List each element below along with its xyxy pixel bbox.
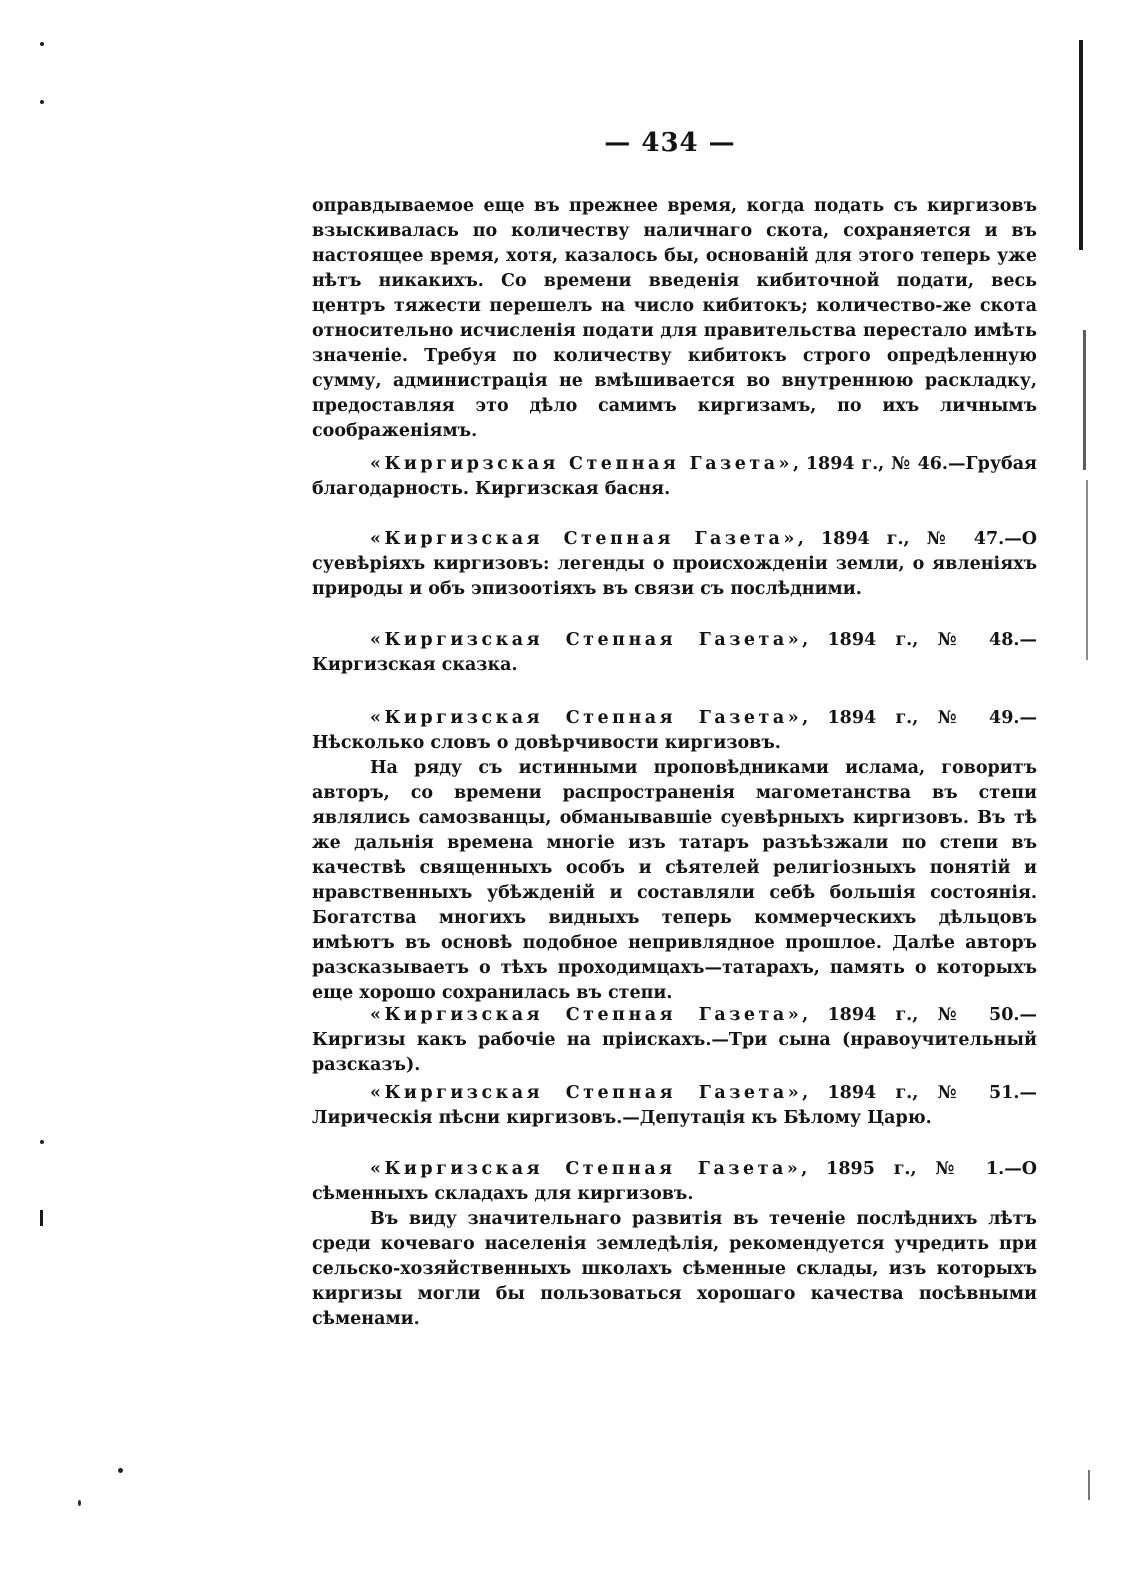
newspaper-title: «Киргизская Степная Газета» bbox=[370, 708, 803, 728]
entry-50 bbox=[312, 1003, 1037, 1078]
scan-edge-line bbox=[40, 1210, 43, 1226]
entry-text: , 1894 г., № 48.—Киргизская сказка. bbox=[312, 630, 1038, 675]
entry-48 bbox=[312, 628, 1037, 678]
entry-text: , 1894 г., № 50.—Киргизы какъ рабочіе на пріискахъ.—Три сына (нравоучительный разсказъ). bbox=[312, 1005, 1038, 1075]
intro-paragraph bbox=[312, 194, 1037, 444]
entry-47 bbox=[312, 527, 1037, 602]
newspaper-title: «Киргирзская Степная Газета» bbox=[370, 454, 793, 474]
scan-speck bbox=[40, 1140, 44, 1144]
scan-speck bbox=[78, 1500, 81, 1506]
newspaper-title: «Киргизская Степная Газета» bbox=[370, 1005, 803, 1025]
page-number: — 434 — bbox=[604, 128, 736, 158]
newspaper-title: «Киргизская Степная Газета» bbox=[370, 630, 803, 650]
entry-46 bbox=[312, 452, 1037, 502]
scan-speck bbox=[40, 100, 44, 104]
newspaper-title: «Киргизская Степная Газета» bbox=[370, 529, 798, 549]
entry-text: , 1894 г., № 46.—Грубая благодарность. Киргизская басня. bbox=[312, 454, 1037, 499]
newspaper-title: «Киргизская Степная Газета» bbox=[370, 1159, 802, 1179]
scan-edge-line bbox=[1083, 330, 1086, 470]
scan-edge-line bbox=[1088, 1470, 1090, 1500]
entry-text: , 1894 г., № 49.—Нѣсколько словъ о довѣрчивости киргизовъ. bbox=[312, 708, 1038, 753]
scan-speck bbox=[40, 42, 44, 46]
entry-1895-1 bbox=[312, 1157, 1037, 1332]
entry-49 bbox=[312, 706, 1037, 1006]
paragraph: оправдываемое еще въ прежнее время, когда подать съ киргизовъ взыскивалась по количеству наличнаго скота, сохраняется и въ настоящее время, хотя, казалось бы, основаній для этого теперь уже нѣтъ никакихъ. Со времени введенія кибиточной подати, весь центръ тяжести перешелъ на число кибитокъ; количество-же скота относительно исчисленія подати для правительства перестало имѣть значеніе. Требуя по количеству кибитокъ строго опредѣленную сумму, администрація не вмѣшивается во внутреннюю раскладку, предоставляя это дѣло самимъ киргизамъ, по ихъ личнымъ соображеніямъ. bbox=[312, 196, 1037, 441]
entry-text: , 1894 г., № 51.—Лирическія пѣсни киргизовъ.—Депутація къ Бѣлому Царю. bbox=[312, 1083, 1038, 1128]
newspaper-title: «Киргизская Степная Газета» bbox=[370, 1083, 803, 1103]
entry-text: , 1895 г., № 1.—О сѣменныхъ складахъ для киргизовъ. bbox=[312, 1159, 1037, 1204]
entry-text: , 1894 г., № 47.—О суевѣріяхъ киргизовъ: легенды о происхожденіи земли, о явленіяхъ природы и объ эпизоотіяхъ въ связи съ послѣдними. bbox=[312, 529, 1037, 599]
entry-body: На ряду съ истинными проповѣдниками ислама, говоритъ авторъ, со времени распространенія магометанства въ степи являлись самозванцы, обманывавшіе суевѣрныхъ киргизовъ. Въ тѣ же дальнія времена многіе изъ татаръ разъѣзжали по степи въ качествѣ священныхъ особъ и сѣятелей религіозныхъ понятій и нравственныхъ убѣжденій и составляли себѣ большія состоянія. Богатства многихъ видныхъ теперь коммерческихъ дѣльцовъ имѣютъ въ основѣ подобное непривлядное прошлое. Далѣе авторъ разсказываетъ о тѣхъ проходимцахъ—татарахъ, память о которыхъ еще хорошо сохранилась въ степи. bbox=[312, 758, 1037, 1003]
entry-body: Въ виду значительнаго развитія въ теченіе послѣднихъ лѣтъ среди кочеваго населенія земледѣлія, рекомендуется учредить при сельско-хозяйственныхъ школахъ сѣменные склады, изъ которыхъ киргизы могли бы пользоваться хорошаго качества посѣвными сѣменами. bbox=[312, 1209, 1037, 1329]
entry-51 bbox=[312, 1081, 1037, 1131]
scan-edge-line bbox=[1086, 480, 1088, 660]
scan-speck bbox=[118, 1468, 123, 1473]
